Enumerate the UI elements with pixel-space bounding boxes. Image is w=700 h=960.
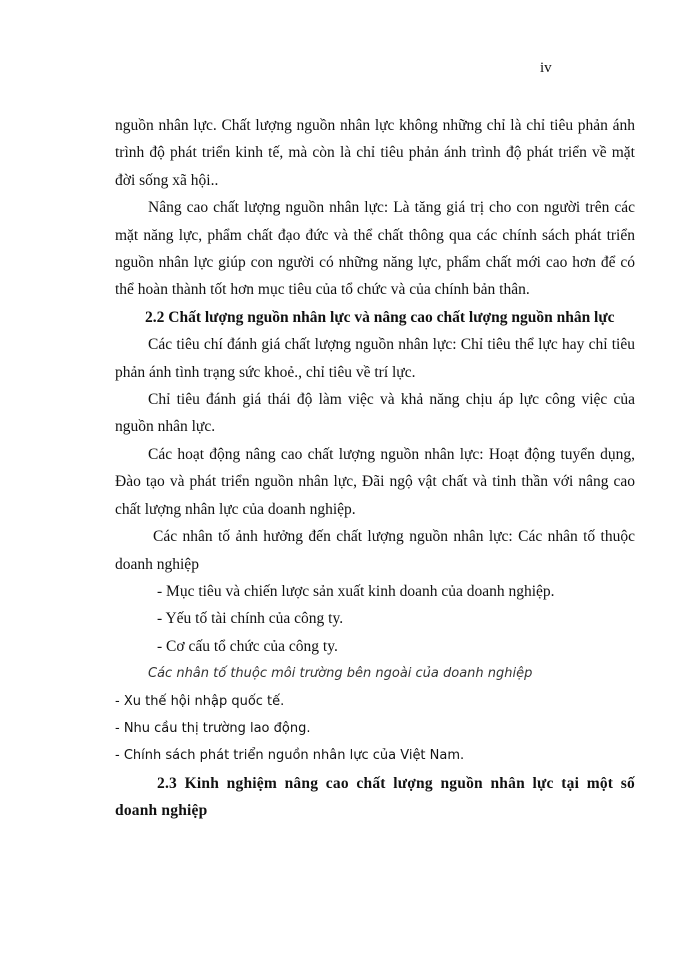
- paragraph-3: Các tiêu chí đánh giá chất lượng nguồn nhân lực: Chỉ tiêu thể lực hay chỉ tiêu phản ánh tình trạng sức khoẻ., chỉ tiêu về trí lực.: [115, 336, 635, 381]
- section-heading-2-3: 2.3 Kinh nghiệm nâng cao chất lượng nguồn nhân lực tại một số doanh nghiệp: [115, 774, 635, 820]
- subheading-external-factors: Các nhân tố thuộc môi trường bên ngoài của doanh nghiệp: [148, 666, 533, 682]
- list-item: - Chính sách phát triển nguồn nhân lực của Việt Nam.: [115, 748, 465, 764]
- list-item: - Mục tiêu và chiến lược sản xuất kinh doanh của doanh nghiệp.: [157, 582, 555, 600]
- list-item: - Cơ cấu tổ chức của công ty.: [157, 637, 338, 655]
- list-item: - Xu thế hội nhập quốc tế.: [115, 693, 285, 709]
- paragraph-5: Các hoạt động nâng cao chất lượng nguồn nhân lực: Hoạt động tuyển dụng, Đào tạo và phát triển nguồn nhân lực, Đãi ngộ vật chất và tinh thần với nâng cao chất lượng nhân lực của doanh nghiệp.: [115, 445, 635, 518]
- paragraph-2: Nâng cao chất lượng nguồn nhân lực: Là tăng giá trị cho con người trên các mặt năng lực, phẩm chất đạo đức và thể chất thông qua các chính sách phát triển nguồn nhân lực giúp con người có những năng lực, phẩm chất mới cao hơn để có thể hoàn thành tốt hơn mục tiêu của tổ chức và của chính bản thân.: [115, 199, 635, 299]
- document-body: [115, 112, 635, 825]
- paragraph-1: nguồn nhân lực. Chất lượng nguồn nhân lực không những chỉ là chỉ tiêu phản ánh trình độ phát triển kinh tế, mà còn là chỉ tiêu phản ánh trình độ phát triển về mặt đời sống xã hội..: [115, 117, 635, 189]
- paragraph-6: Các nhân tố ảnh hưởng đến chất lượng nguồn nhân lực: Các nhân tố thuộc doanh nghiệp: [115, 528, 635, 573]
- section-heading-2-2: 2.2 Chất lượng nguồn nhân lực và nâng cao chất lượng nguồn nhân lực: [145, 308, 615, 326]
- paragraph-4: Chỉ tiêu đánh giá thái độ làm việc và khả năng chịu áp lực công việc của nguồn nhân lực.: [115, 391, 635, 436]
- page-number: iv: [540, 60, 552, 76]
- list-item: - Yếu tố tài chính của công ty.: [157, 610, 344, 628]
- list-item: - Nhu cầu thị trường lao động.: [115, 720, 311, 736]
